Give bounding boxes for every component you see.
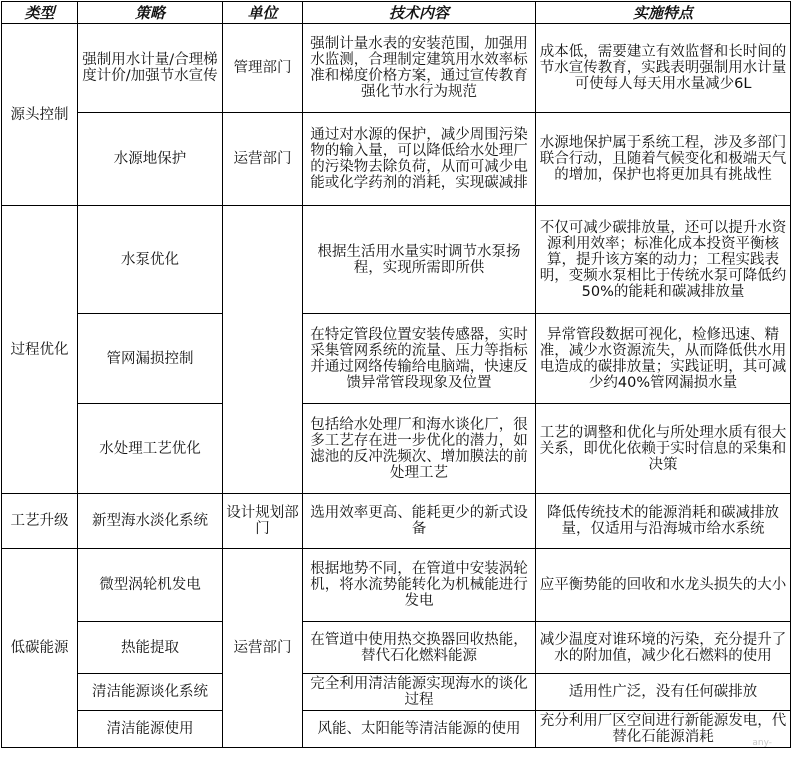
- table-row: [2, 113, 791, 206]
- feature-cell: 工艺的调整和优化与所处理水质有很大关系，即优化依赖于实时信息的采集和决策: [536, 404, 791, 494]
- strategy-cell: 水处理工艺优化: [78, 404, 223, 494]
- table-row: [2, 24, 791, 113]
- category-cell: 源头控制: [2, 24, 78, 206]
- table-row: [2, 206, 791, 314]
- table-row: [2, 622, 791, 674]
- content-cell: 包括给水处理厂和海水谈化厂，很多工艺存在进一步优化的潜力，如滤池的反冲洗频次、增加膜法的前处理工艺: [303, 404, 536, 494]
- header-row: [2, 2, 791, 24]
- strategy-cell: 清洁能源使用: [78, 711, 223, 748]
- strategy-cell: 强制用水计量/合理梯度计价/加强节水宣传: [78, 24, 223, 113]
- category-cell: 低碳能源: [2, 549, 78, 748]
- feature-cell: 应平衡势能的回收和水龙头损失的大小: [536, 549, 791, 622]
- feature-cell: 异常管段数据可视化，检修迅速、精准，减少水资源流失，从而降低供水用电造成的碳排放量；实践证明，其可减少约40%管网漏损水量: [536, 314, 791, 404]
- feature-cell: 充分利用厂区空间进行新能源发电，代替化石能源消耗: [536, 711, 791, 748]
- unit-cell: 设计规划部门: [223, 494, 303, 549]
- table-row: [2, 711, 791, 748]
- content-cell: 风能、太阳能等清洁能源的使用: [303, 711, 536, 748]
- feature-cell: 水源地保护属于系统工程，涉及多部门联合行动，且随着气候变化和极端天气的增加，保护也将更加具有挑战性: [536, 113, 791, 206]
- unit-cell: 运营部门: [223, 549, 303, 748]
- content-cell: 通过对水源的保护，减少周围污染物的输入量，可以降低给水处理厂的污染物去除负荷，从而可减少电能或化学药剂的消耗，实现碳减排: [303, 113, 536, 206]
- unit-cell: [223, 206, 303, 494]
- feature-cell: 减少温度对谁环境的污染，充分提升了水的附加值，减少化石燃料的使用: [536, 622, 791, 674]
- unit-cell: 运营部门: [223, 113, 303, 206]
- strategy-cell: 水源地保护: [78, 113, 223, 206]
- table-row: [2, 494, 791, 549]
- feature-cell: 不仅可减少碳排放量，还可以提升水资源利用效率；标准化成本投资平衡核算，提升该方案的动力；工程实践表明，变频水泵相比于传统水泵可降低约50%的能耗和碳减排放量: [536, 206, 791, 314]
- content-cell: 选用效率更高、能耗更少的新式设备: [303, 494, 536, 549]
- content-cell: 强制计量水表的安装范围，加强用水监测，合理制定建筑用水效率标准和梯度价格方案，通过宣传教育强化节水行为规范: [303, 24, 536, 113]
- content-cell: 完全利用清洁能源实现海水的谈化过程: [303, 674, 536, 711]
- strategy-cell: 微型涡轮机发电: [78, 549, 223, 622]
- table-row: [2, 674, 791, 711]
- strategy-table: [1, 1, 791, 748]
- header-feature: 实施特点: [536, 2, 791, 24]
- strategy-cell: 管网漏损控制: [78, 314, 223, 404]
- header-unit: 单位: [223, 2, 303, 24]
- category-cell: 工艺升级: [2, 494, 78, 549]
- strategy-cell: 水泵优化: [78, 206, 223, 314]
- header-type: 类型: [2, 2, 78, 24]
- table-row: [2, 549, 791, 622]
- feature-cell: 降低传统技术的能源消耗和碳减排放量，仅适用与沿海城市给水系统: [536, 494, 791, 549]
- strategy-cell: 新型海水淡化系统: [78, 494, 223, 549]
- content-cell: 在管道中使用热交换器回收热能，替代石化燃料能源: [303, 622, 536, 674]
- header-content: 技术内容: [303, 2, 536, 24]
- strategy-cell: 清洁能源谈化系统: [78, 674, 223, 711]
- watermark: any-: [752, 738, 772, 748]
- header-strategy: 策略: [78, 2, 223, 24]
- table-row: [2, 404, 791, 494]
- content-cell: 根据生活用水量实时调节水泵扬程，实现所需即所供: [303, 206, 536, 314]
- table-row: [2, 314, 791, 404]
- content-cell: 在特定管段位置安装传感器，实时采集管网系统的流量、压力等指标并通过网络传输给电脑端，快速反馈异常管段现象及位置: [303, 314, 536, 404]
- feature-cell: 成本低，需要建立有效监督和长时间的节水宣传教育，实践表明强制用水计量可使每人每天用水量减少6L: [536, 24, 791, 113]
- strategy-cell: 热能提取: [78, 622, 223, 674]
- unit-cell: 管理部门: [223, 24, 303, 113]
- category-cell: 过程优化: [2, 206, 78, 494]
- feature-cell: 适用性广泛，没有任何碳排放: [536, 674, 791, 711]
- content-cell: 根据地势不同，在管道中安装涡轮机，将水流势能转化为机械能进行发电: [303, 549, 536, 622]
